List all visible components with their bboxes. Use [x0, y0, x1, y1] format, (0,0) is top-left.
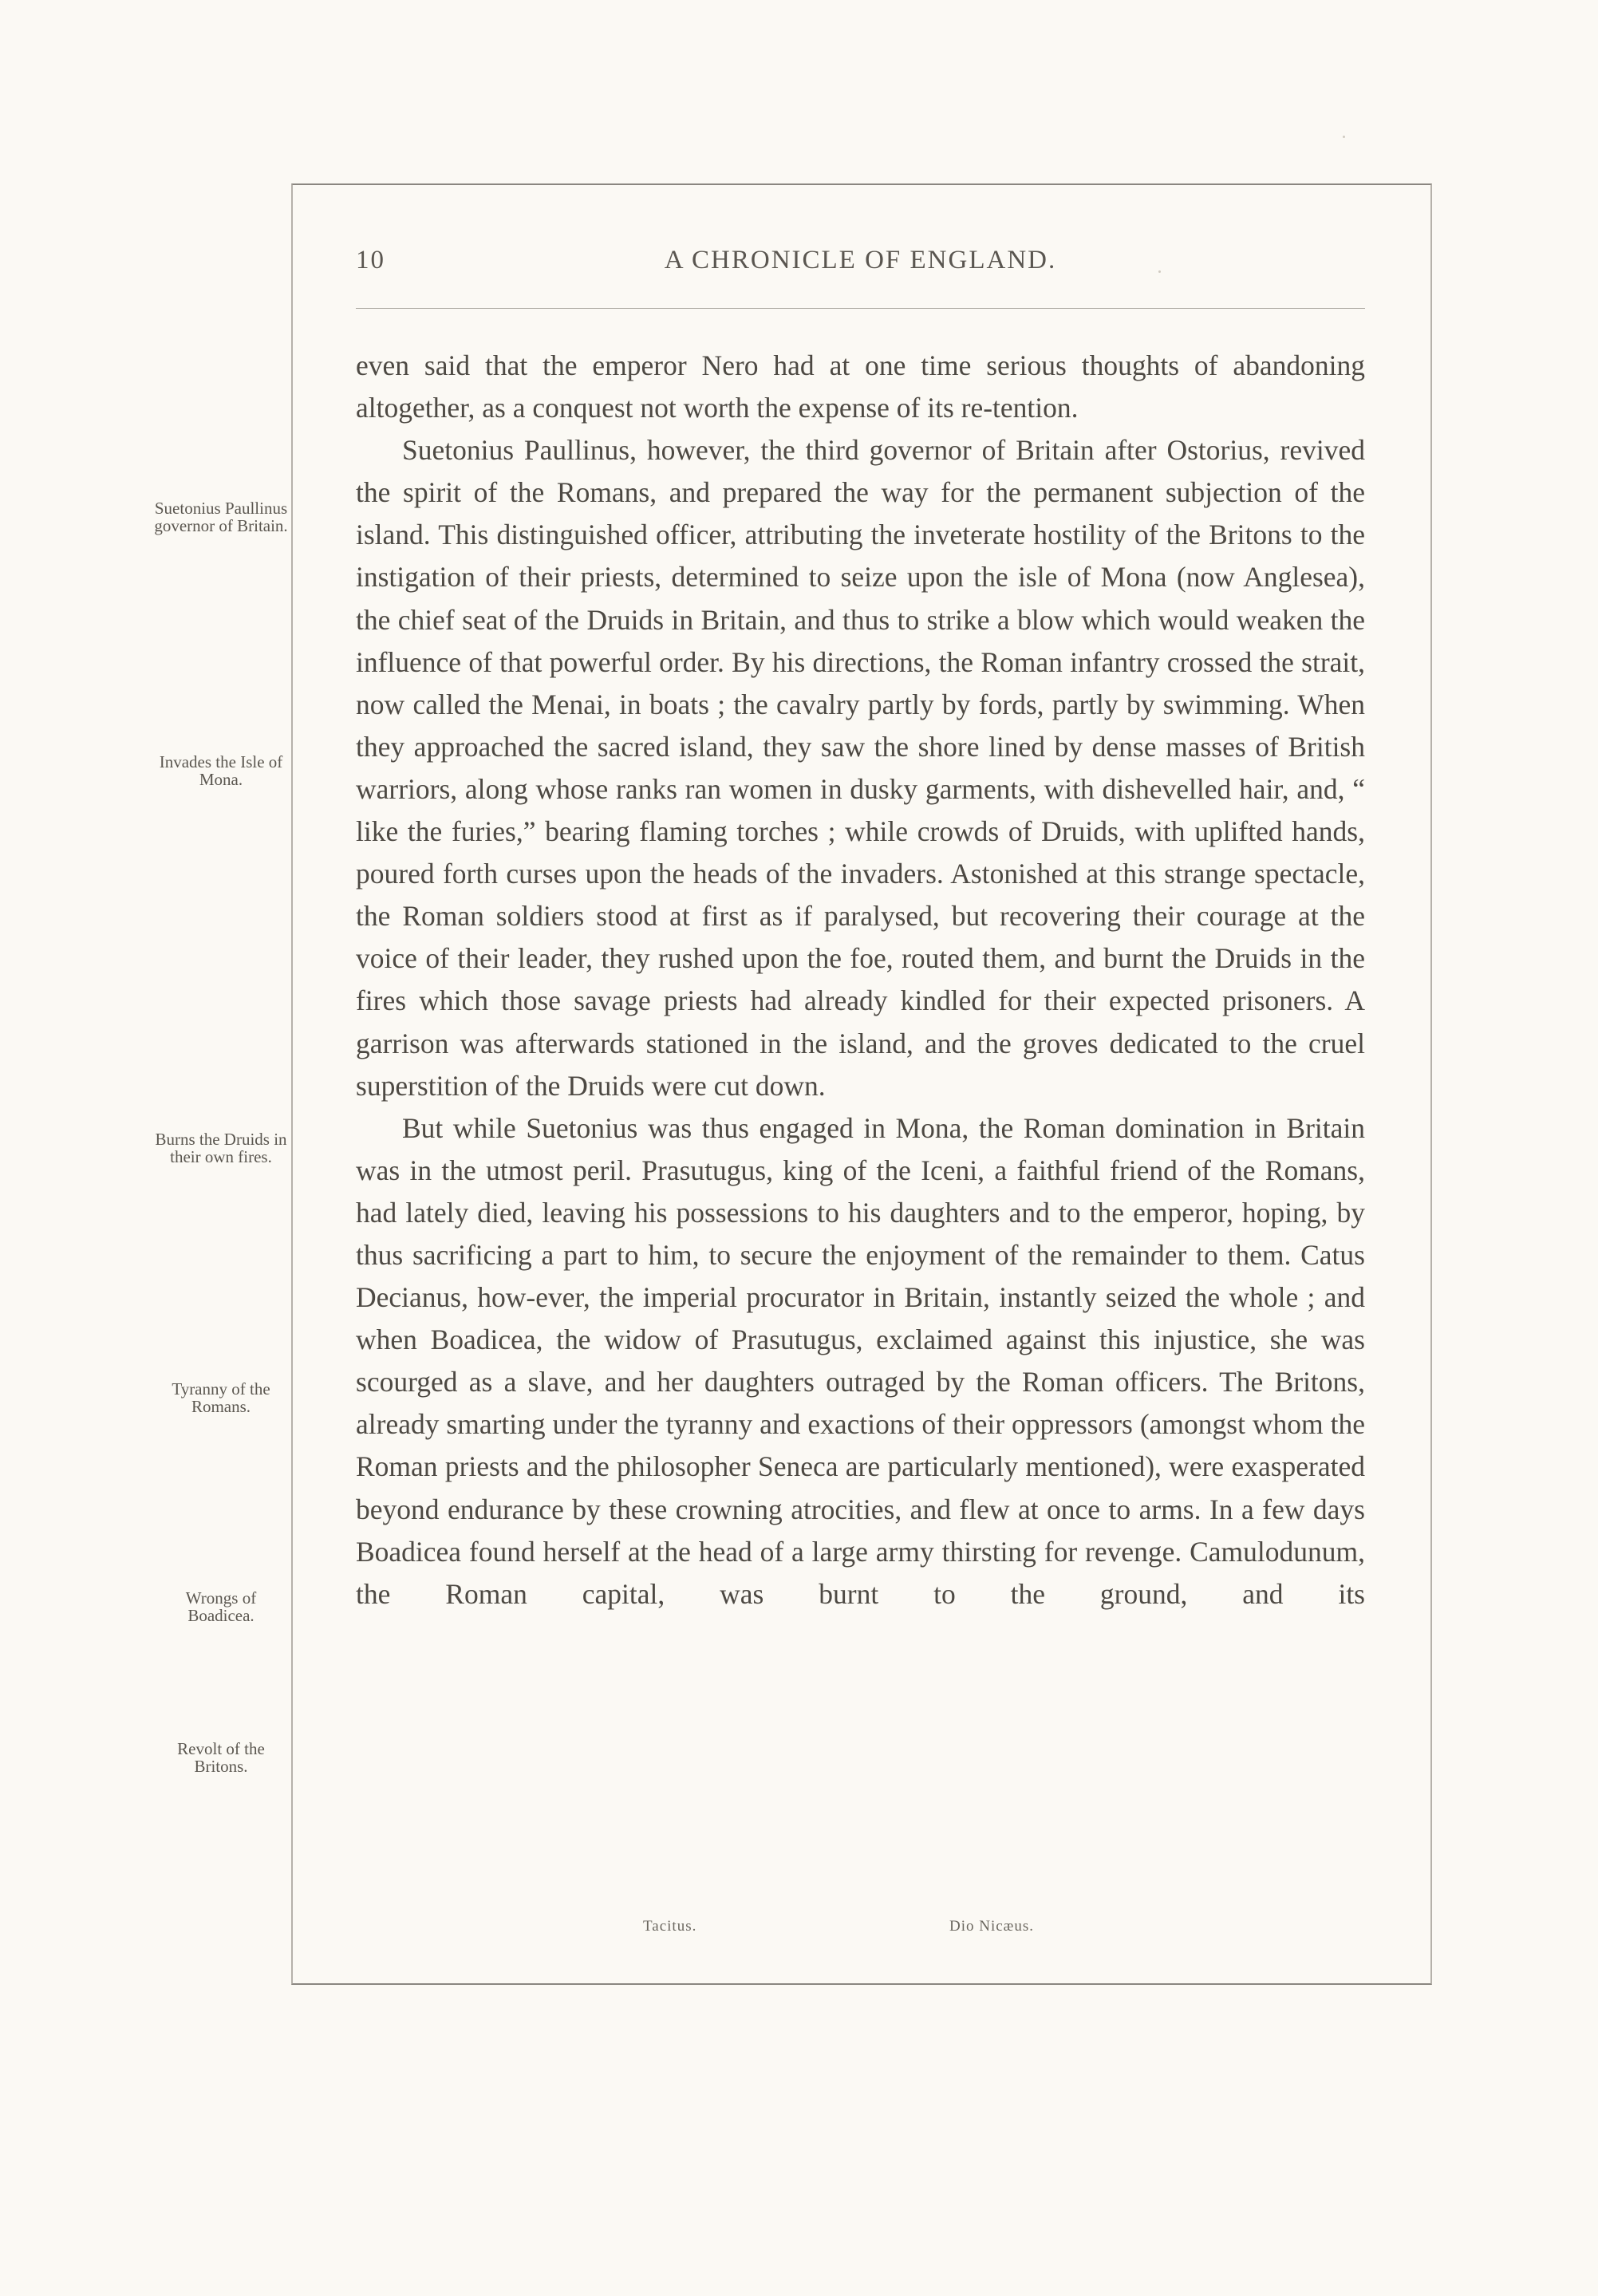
page-number: 10 [356, 246, 385, 274]
margin-note-druids: Burns the Druids in their own fires. [155, 1130, 287, 1166]
body-text [356, 345, 1365, 1615]
paragraph-1: even said that the emperor Nero had at one time serious thoughts of abandoning altogether, as a conquest not worth the expense of its re-tention. [356, 349, 1365, 424]
margin-note-tyranny: Tyranny of the Romans. [172, 1379, 270, 1416]
margin-note-mona: Invades the Isle of Mona. [159, 752, 283, 789]
margin-note-boadicea: Wrongs of Boadicea. [185, 1588, 257, 1625]
footnote-tacitus: Tacitus. [643, 1918, 697, 1935]
header-rule [356, 308, 1365, 309]
margin-note-suetonius: Suetonius Paullinus governor of Britain. [154, 499, 288, 535]
page-header [356, 246, 1365, 286]
paragraph-3: But while Suetonius was thus engaged in Mona, the Roman domination in Britain was in the utmost peril. Prasutugus, king of the Iceni, a faithful friend of the Romans, had lately died, leaving his possessions to his daughters and to the emperor, hoping, by thus sacrificing a part to him, to secure the enjoyment of the remainder to them. Catus Decianus, how-ever, the imperial procurator in Britain, instantly seized the whole ; and when Boadicea, the widow of Prasutugus, exclaimed against this injustice, she was scourged as a slave, and her daughters outraged by the Roman officers. The Britons, already smarting under the tyranny and exactions of their oppressors (amongst whom the Roman priests and the philosopher Seneca are particularly mentioned), were exasperated beyond endurance by these crowning atrocities, and flew at once to arms. In a few days Boadicea found herself at the head of a large army thirsting for revenge. Camulodunum, the Roman capital, was burnt to the ground, and its [356, 1111, 1365, 1610]
paragraph-2: Suetonius Paullinus, however, the third governor of Britain after Ostorius, revived the spirit of the Romans, and prepared the way for the permanent subjection of the island. This distinguished officer, attributing the inveterate hostility of the Britons to the instigation of their priests, determined to seize upon the isle of Mona (now Anglesea), the chief seat of the Druids in Britain, and thus to strike a blow which would weaken the influence of that powerful order. By his directions, the Roman infantry crossed the strait, now called the Menai, in boats ; the cavalry partly by fords, partly by swimming. When they approached the sacred island, they saw the shore lined by dense masses of British warriors, along whose ranks ran women in dusky garments, with dishevelled hair, and, “ like the furies,” bearing flaming torches ; while crowds of Druids, with uplifted hands, poured forth curses upon the heads of the invaders. Astonished at this strange spectacle, the Roman soldiers stood at first as if paralysed, but recovering their courage at the voice of their leader, they rushed upon the foe, routed them, and burnt the Druids in the fires which those savage priests had already kindled for their expected prisoners. A garrison was afterwards stationed in the island, and the groves dedicated to the cruel superstition of the Druids were cut down. [356, 434, 1365, 1102]
running-title: A CHRONICLE OF ENGLAND. [664, 246, 1057, 274]
margin-note-revolt: Revolt of the Britons. [177, 1739, 265, 1776]
paper-speck [1158, 270, 1161, 273]
paper-speck [1343, 136, 1345, 138]
footnote-dio: Dio Nicæus. [949, 1918, 1034, 1935]
